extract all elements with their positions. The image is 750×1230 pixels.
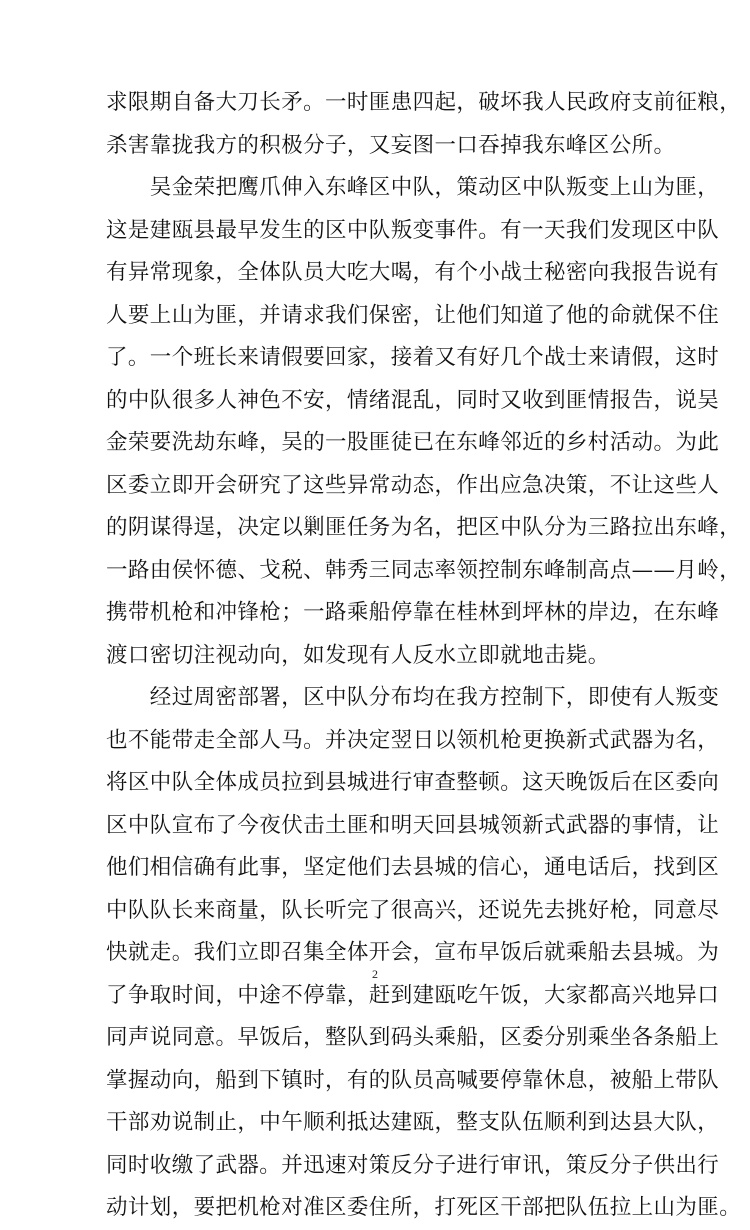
text-line: 也不能带走全部人马。并决定翌日以领机枪更换新式武器为名， bbox=[106, 727, 720, 753]
text-line: 动计划，要把机枪对准区委住所，打死区干部把队伍拉上山为匪。 bbox=[106, 1195, 742, 1220]
body-text bbox=[106, 82, 742, 1230]
text-line: 的中队很多人神色不安，情绪混乱，同时又收到匪情报告，说吴 bbox=[106, 387, 720, 413]
text-line: 将区中队全体成员拉到县城进行审查整顿。这天晚饭后在区委向 bbox=[106, 770, 720, 795]
text-line: 金荣要洗劫东峰，吴的一股匪徒已在东峰邻近的乡村活动。为此 bbox=[106, 430, 720, 455]
text-line: 有异常现象，全体队员大吃大喝，有个小战士秘密向我报告说有 bbox=[106, 260, 720, 285]
text-line: 同声说同意。早饭后，整队到码头乘船，区委分别乘坐各条船上 bbox=[106, 1025, 720, 1050]
text-line: 干部劝说制止，中午顺利抵达建瓯，整支队伍顺利到达县大队， bbox=[106, 1110, 720, 1135]
text-line: 的阴谋得逞，决定以剿匪任务为名，把区中队分为三路拉出东峰， bbox=[106, 515, 742, 540]
text-line: 渡口密切注视动向，如发现有人反水立即就地击毙。 bbox=[106, 642, 610, 668]
text-line: 区委立即开会研究了这些异常动态，作出应急决策，不让这些人 bbox=[106, 472, 720, 498]
text-line: 吴金荣把鹰爪伸入东峰区中队，策动区中队叛变上山为匪， bbox=[106, 175, 720, 200]
text-line: 他们相信确有此事，坚定他们去县城的信心，通电话后，找到区 bbox=[106, 855, 720, 880]
text-line: 这是建瓯县最早发生的区中队叛变事件。有一天我们发现区中队 bbox=[106, 217, 720, 243]
text-line: 杀害靠拢我方的积极分子，又妄图一口吞掉我东峰区公所。 bbox=[106, 132, 676, 158]
text-line: 区中队宣布了今夜伏击土匪和明天回县城领新式武器的事情，让 bbox=[106, 812, 720, 838]
text-line: 中队队长来商量，队长听完了很高兴，还说先去挑好枪，同意尽 bbox=[106, 897, 720, 923]
text-line: 了。一个班长来请假要回家，接着又有好几个战士来请假，这时 bbox=[106, 345, 720, 370]
text-line: 求限期自备大刀长矛。一时匪患四起，破坏我人民政府支前征粮， bbox=[106, 90, 742, 115]
text-line: 一路由侯怀德、戈税、韩秀三同志率领控制东峰制高点——月岭， bbox=[106, 557, 742, 583]
text-line: 携带机枪和冲锋枪；一路乘船停靠在桂林到坪林的岸边，在东峰 bbox=[106, 600, 720, 625]
text-line: 人要上山为匪，并请求我们保密，让他们知道了他的命就保不住 bbox=[106, 302, 720, 328]
page-number: 2 bbox=[372, 967, 378, 981]
text-line: 经过周密部署，区中队分布均在我方控制下，即使有人叛变 bbox=[106, 685, 720, 710]
text-line: 了争取时间，中途不停靠，赶到建瓯吃午饭，大家都高兴地异口 bbox=[106, 982, 720, 1008]
text-line: 同时收缴了武器。并迅速对策反分子进行审讯，策反分子供出行 bbox=[106, 1152, 720, 1178]
text-line: 掌握动向，船到下镇时，有的队员高喊要停靠休息，被船上带队 bbox=[106, 1067, 720, 1093]
text-line: 快就走。我们立即召集全体开会，宣布早饭后就乘船去县城。为 bbox=[106, 940, 720, 965]
